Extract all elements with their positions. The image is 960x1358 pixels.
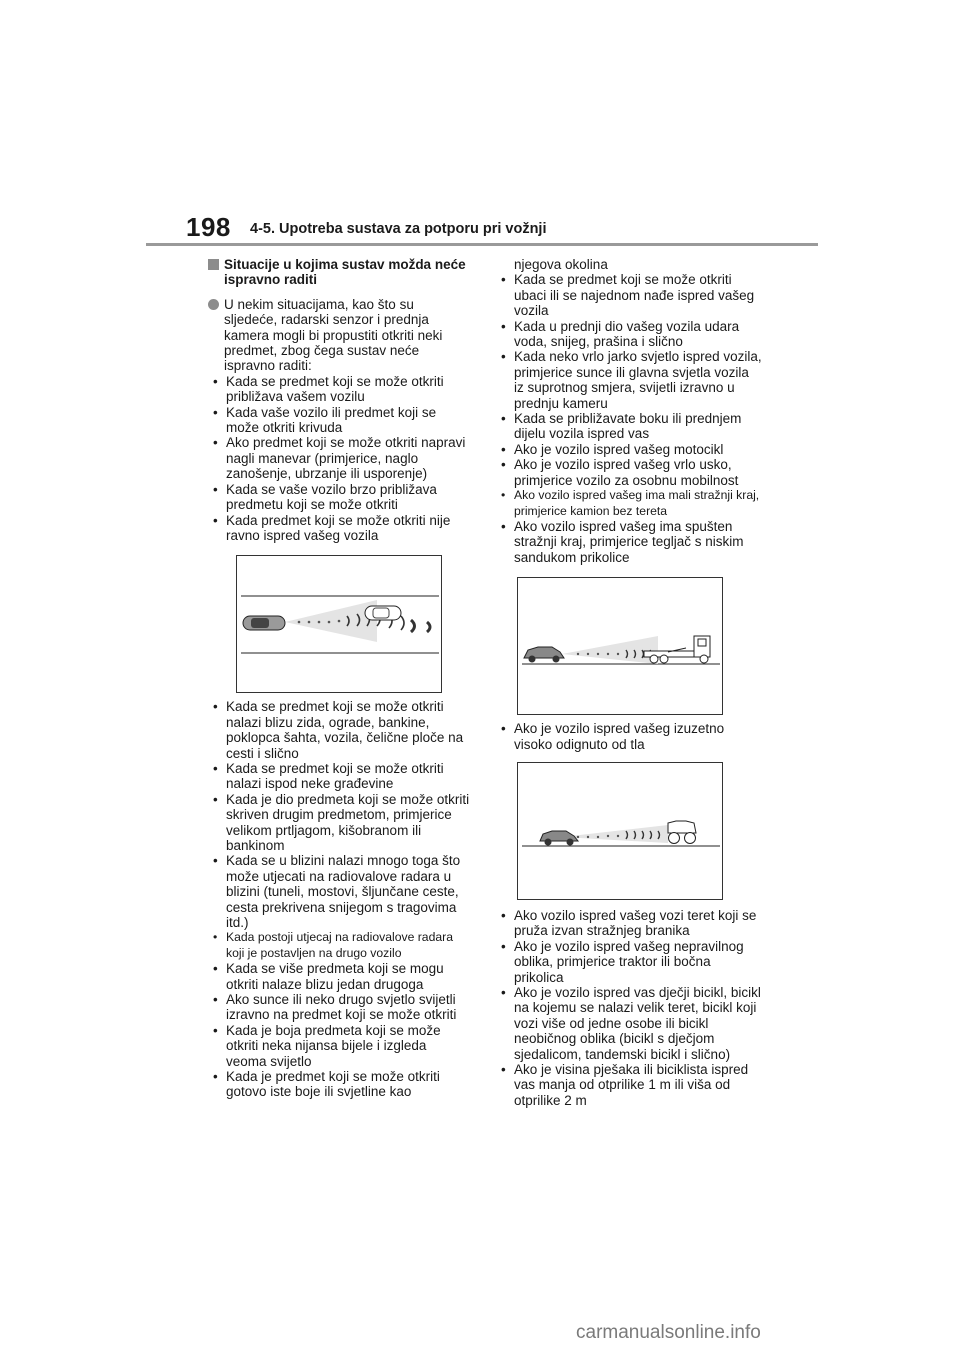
bullet-list-left-bottom — [208, 699, 470, 1100]
right-column — [496, 257, 762, 1108]
list-item: • Kada neko vrlo jarko svjetlo ispred vozila, primjerice sunce ili glavna svjetla vozila iz suprotnog smjera, svijetli izravno u prednju kameru — [496, 349, 762, 411]
list-item: • Kada se predmet koji se može otkriti nalazi blizu zida, ograde, bankine, poklopca šahta, vozila, čelične ploče na cesti i slično — [208, 699, 470, 761]
section-title: 4-5. Upotreba sustava za potporu pri vožnji — [250, 221, 547, 237]
section-heading-text: Situacije u kojima sustav možda neće ispravno raditi — [224, 257, 466, 288]
list-item: • Kada u prednji dio vašeg vozila udara voda, snijeg, prašina i slično — [496, 319, 762, 350]
list-item: • Kada se približavate boku ili prednjem dijelu vozila ispred vas — [496, 411, 762, 442]
list-item: • Kada vaše vozilo ili predmet koji se može otkriti krivuda — [208, 405, 470, 436]
page-number: 198 — [186, 212, 231, 242]
bullet-list-right-mid — [496, 721, 762, 752]
list-item: • Kada postoji utjecaj na radiovalove radara koji je postavljen na drugo vozilo — [208, 930, 470, 961]
list-item: • Kada se predmet koji se može otkriti približava vašem vozilu — [208, 374, 470, 405]
list-item: • Ako je vozilo ispred vašeg motocikl — [496, 442, 762, 457]
list-item: • Kada se predmet koji se može otkriti ubaci ili se najednom nađe ispred vašeg vozila — [496, 272, 762, 318]
list-item: • Ako je vozilo ispred vašeg izuzetno visoko odignuto od tla — [496, 721, 762, 752]
list-item: • Ako je vozilo ispred vašeg vrlo usko, primjerice vozilo za osobnu mobilnost — [496, 457, 762, 488]
section-heading — [208, 257, 470, 288]
list-item: • Kada je boja predmeta koji se može otkriti neka nijansa bijele i izgleda veoma svijetlo — [208, 1023, 470, 1069]
list-item: • Kada se vaše vozilo brzo približava predmetu koji se može otkriti — [208, 482, 470, 513]
list-item: • Ako je vozilo ispred vas dječji bicikl, bicikl na kojemu se nalazi velik teret, bicikl koji vozi više od jedne osobe ili bicikl neobičnog oblika (bicikl s dječjom sjedalicom, tandemski bicikl i slično) — [496, 985, 762, 1062]
list-item: • Kada je dio predmeta koji se može otkriti skriven drugim predmetom, primjerice velikom prtljagom, kišobranom ili bankinom — [208, 792, 470, 854]
left-column — [208, 257, 470, 1100]
illustration-offset-vehicle — [236, 555, 442, 693]
list-item: • Kada se više predmeta koji se mogu otkriti nalaze blizu jedan drugoga — [208, 961, 470, 992]
list-item: • Kada se predmet koji se može otkriti nalazi ispod neke građevine — [208, 761, 470, 792]
illustration-high-vehicle — [517, 762, 723, 900]
bullet-list-right-top — [496, 272, 762, 565]
bullet-list-right-bottom — [496, 908, 762, 1108]
list-item: • Kada predmet koji se može otkriti nije ravno ispred vašeg vozila — [208, 513, 470, 544]
list-item: • Ako sunce ili neko drugo svjetlo svijetli izravno na predmet koji se može otkriti — [208, 992, 470, 1023]
list-item: • Ako vozilo ispred vašeg ima spušten stražnji kraj, primjerice tegljač s niskim sandukom prikolice — [496, 519, 762, 565]
list-item: • Ako predmet koji se može otkriti napravi nagli manevar (primjerice, naglo zanošenje, ubrzanje ili usporenje) — [208, 435, 470, 481]
circle-bullet-icon — [208, 299, 219, 310]
list-item: • Ako vozilo ispred vašeg ima mali stražnji kraj, primjerice kamion bez tereta — [496, 488, 762, 519]
list-item: • Ako je vozilo ispred vašeg nepravilnog oblika, primjerice traktor ili bočna prikolica — [496, 939, 762, 985]
list-item: • Ako vozilo ispred vašeg vozi teret koji se pruža izvan stražnjeg branika — [496, 908, 762, 939]
square-bullet-icon — [208, 259, 219, 270]
bullet-list-left-top — [208, 374, 470, 543]
watermark: carmanualsonline.info — [576, 1322, 761, 1343]
list-item: • Kada se u blizini nalazi mnogo toga što može utjecati na radiovalove radara u blizini (tuneli, mostovi, šljunčane ceste, cesta prekrivena snijegom s tragovima itd.) — [208, 853, 470, 930]
continuation-text: njegova okolina — [514, 257, 608, 272]
intro-text: U nekim situacijama, kao što su sljedeće, radarski senzor i prednja kamera mogli bi propustiti otkriti neki predmet, zbog čega sustav neće ispravno raditi: — [224, 296, 443, 374]
list-item: • Ako je visina pješaka ili biciklista ispred vas manja od otprilike 1 m ili viša od otprilike 2 m — [496, 1062, 762, 1108]
header-divider — [146, 243, 818, 246]
intro-paragraph — [208, 297, 470, 374]
illustration-low-trailer — [517, 577, 723, 715]
list-item: • Kada je predmet koji se može otkriti gotovo iste boje ili svjetline kao — [208, 1069, 470, 1100]
